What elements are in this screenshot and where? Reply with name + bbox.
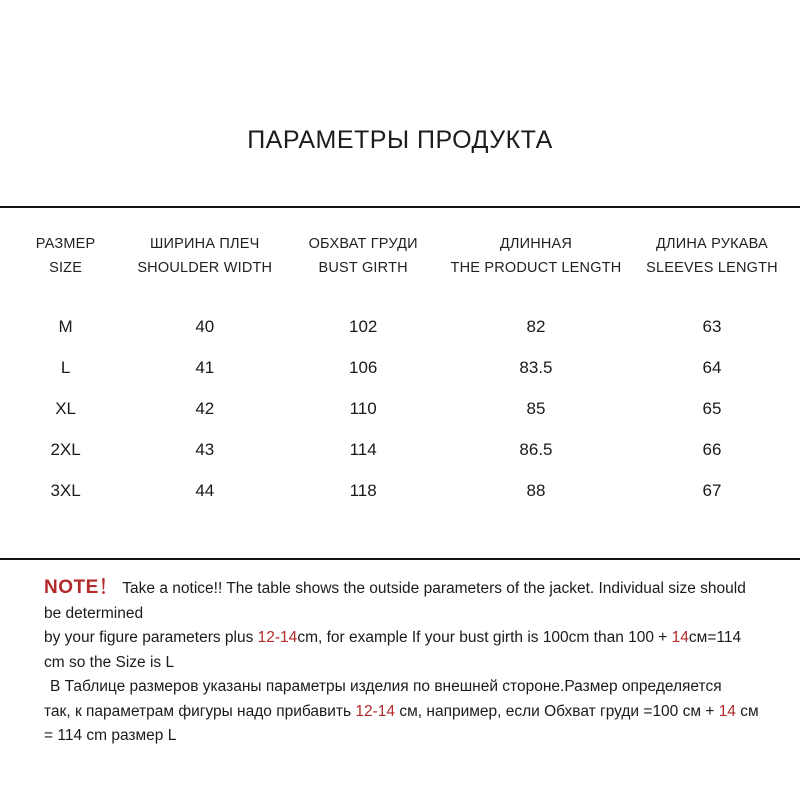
table-row-2xl	[0, 429, 800, 470]
note-line-4	[44, 700, 764, 749]
cell-shoulder: 44	[195, 481, 215, 500]
cell-shoulder: 41	[195, 358, 215, 377]
note-label: NOTE！	[44, 577, 119, 598]
column-header-product-length	[448, 232, 624, 280]
cell-sleeves: 66	[702, 440, 722, 459]
cell-bust: 118	[349, 481, 377, 500]
table-row-m	[0, 306, 800, 347]
page-title: ПАРАМЕТРЫ ПРОДУКТА	[247, 126, 553, 154]
column-header-bust-en: BUST GIRTH	[318, 260, 408, 276]
bottom-divider	[0, 558, 800, 560]
column-header-sleeves-en: SLEEVES LENGTH	[646, 260, 778, 276]
column-header-bust-girth	[278, 232, 448, 280]
column-header-size	[0, 232, 131, 280]
column-header-bust-ru: ОБХВАТ ГРУДИ	[308, 236, 418, 252]
cell-bust: 114	[349, 440, 377, 459]
cell-sleeves: 65	[702, 399, 722, 418]
cell-size: 3XL	[50, 481, 81, 500]
cell-length: 82	[526, 317, 546, 336]
cell-length: 88	[526, 481, 546, 500]
cell-shoulder: 43	[195, 440, 215, 459]
note-line-2-red2: 14	[671, 629, 689, 646]
note-line-1-text: Take a notice!! The table shows the outside parameters of the jacket. Individual size should be determined	[44, 580, 751, 622]
table-header-row	[0, 232, 800, 280]
column-header-length-en: THE PRODUCT LENGTH	[450, 260, 622, 276]
column-header-size-ru: РАЗМЕР	[35, 236, 96, 252]
cell-size: 2XL	[50, 440, 81, 459]
cell-bust: 102	[348, 317, 378, 336]
table-body	[0, 306, 800, 511]
table-row-l	[0, 347, 800, 388]
cell-size: XL	[55, 399, 76, 418]
note-line-3-text: В Таблице размеров указаны параметры изделия по внешней стороне.Размер определяется	[50, 678, 722, 695]
cell-sleeves: 67	[702, 481, 722, 500]
note-line-2	[44, 626, 764, 675]
cell-sleeves: 63	[702, 317, 722, 336]
cell-shoulder: 42	[195, 399, 215, 418]
cell-length: 85	[526, 399, 546, 418]
cell-sleeves: 64	[702, 358, 722, 377]
column-header-sleeves-ru: ДЛИНА РУКАВА	[656, 236, 768, 252]
column-header-shoulder-ru: ШИРИНА ПЛЕЧ	[150, 236, 260, 252]
note-line-4-seg3: см = 114 cm размер L	[44, 702, 763, 744]
note-line-2-seg3: см=114 cm so the Size is L	[44, 629, 746, 671]
column-header-shoulder-en: SHOULDER WIDTH	[137, 260, 273, 276]
note-line-2-seg1: by your figure parameters plus	[44, 629, 258, 646]
cell-length: 86.5	[519, 440, 553, 459]
note-line-4-red2: 14	[718, 702, 736, 720]
column-header-length-ru: ДЛИННАЯ	[499, 236, 573, 252]
top-divider	[0, 206, 800, 208]
column-header-shoulder-width	[131, 232, 278, 280]
note-line-4-red1: 12-14	[355, 702, 396, 720]
cell-size: M	[58, 317, 73, 336]
column-header-size-en: SIZE	[49, 260, 83, 276]
cell-size: L	[60, 358, 71, 377]
table-row-3xl	[0, 470, 800, 511]
column-header-sleeves-length	[624, 232, 800, 280]
note-line-1	[44, 576, 764, 626]
cell-bust: 110	[349, 399, 377, 418]
note-line-4-seg1: так, к параметрам фигуры надо прибавить	[44, 702, 356, 720]
cell-length: 83.5	[519, 358, 553, 377]
cell-bust: 106	[348, 358, 378, 377]
note-line-2-red1: 12-14	[257, 629, 298, 646]
table-row-xl	[0, 388, 800, 429]
cell-shoulder: 40	[195, 317, 215, 336]
note-line-2-seg2: cm, for example If your bust girth is 100cm than 100 +	[297, 629, 672, 646]
note-line-3	[44, 675, 764, 700]
note-block	[44, 576, 764, 749]
note-line-4-seg2: см, например, если Обхват груди =100 см +	[395, 702, 719, 720]
